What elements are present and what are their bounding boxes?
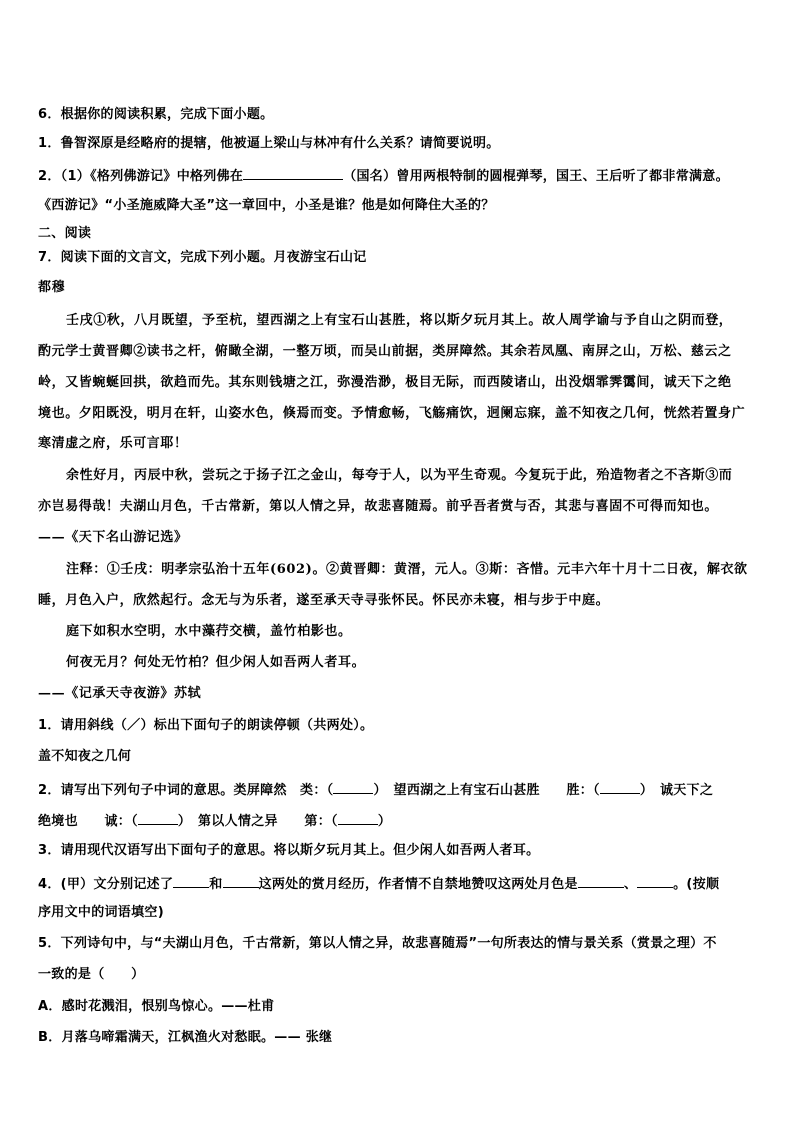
- passage-line: 余性好月，丙辰中秋，尝玩之于扬子江之金山，每夸于人，以为平生奇观。今复玩于此，殆造物者之不吝斯③而: [66, 468, 733, 483]
- passage-line: 庭下如积水空明，水中藻荇交横，盖竹柏影也。: [66, 624, 352, 639]
- question-1: 1．请用斜线（／）标出下面句子的朗读停顿（共两处）。: [38, 718, 374, 733]
- answer-blank: [223, 874, 259, 888]
- option-a: A．感时花溅泪，恨别鸟惊心。——杜甫: [38, 999, 275, 1014]
- question-5: 5．下列诗句中，与“夫湖山月色，千古常新，第以人情之异，故悲喜随焉”一句所表达的情与景关系（赏景之理）不: [38, 936, 717, 951]
- source-citation: ——《记承天寺夜游》苏轼: [38, 686, 202, 701]
- question-6-2: 2．（1）《格列佛游记》中格列佛在 （国名）曾用两根特制的圆棍弹琴，国王、王后听了都非常满意。: [38, 166, 729, 185]
- answer-blank: [333, 780, 373, 794]
- answer-blank: [338, 811, 378, 825]
- question-2: 2．请写出下列句子中词的意思。类屏障然 类：（ ） 望西湖之上有宝石山甚胜 胜：（ ） 诚天下之: [38, 780, 713, 799]
- question-2-continued: 绝境也 诚：（ ） 第以人情之异 第：（ ）: [38, 811, 391, 830]
- answer-blank: [243, 166, 343, 180]
- answer-blank: [138, 811, 178, 825]
- option-b: B．月落乌啼霜满天，江枫渔火对愁眠。—— 张继: [38, 1030, 333, 1045]
- passage-line: 酌元学士黄晋卿②读书之杆，俯瞰全湖，一整万顷，而吴山前据，类屏障然。其余若凤凰、南屏之山，万松、慈云之: [38, 344, 732, 359]
- answer-blank: [578, 874, 624, 888]
- answer-blank: [637, 874, 673, 888]
- annotation-line: 注释：①壬戌：明孝宗弘治十五年(602)。②黄晋卿：黄溍，元人。③斯：吝惜。元丰六年十月十二日夜，解衣欲: [66, 562, 748, 577]
- question-4: 4．(甲）文分别记述了 和 这两处的赏月经历，作者情不自禁地赞叹这两处月色是 、 。(按顺: [38, 874, 719, 893]
- source-citation: ——《天下名山游记选》: [38, 530, 188, 545]
- annotation-line: 睡，月色入户，欣然起行。念无与为乐者，遂至承天寺寻张怀民。怀民亦未寝，相与步于中庭。: [38, 593, 610, 608]
- passage-line: 寒清虚之府，乐可言耶！: [38, 436, 188, 451]
- question-6-heading: 6．根据你的阅读积累，完成下面小题。: [38, 107, 274, 122]
- author-name: 都穆: [38, 280, 66, 295]
- passage-line: 何夜无月？何处无竹柏？但少闲人如吾两人者耳。: [66, 655, 366, 670]
- question-3: 3．请用现代汉语写出下面句子的意思。将以斯夕玩月其上。但少闲人如吾两人者耳。: [38, 843, 540, 858]
- passage-line: 岭，又皆蜿蜒回拱，欲趋而先。其东则钱塘之江，弥漫浩渺，极目无际，而西陵诸山，出没烟霏霁霭间，诚天下之绝: [38, 375, 732, 390]
- passage-line: 亦岂易得哉！夫湖山月色，千古常新，第以人情之异，故悲喜随焉。前乎吾者赏与否，其悲与喜固不可得而知也。: [38, 499, 719, 514]
- passage-line: 境也。夕阳既没，明月在轩，山姿水色，倏焉而变。予情愈畅，飞觞痛饮，迥阑忘寐，盖不知夜之几何，恍然若置身广: [38, 406, 746, 421]
- answer-blank: [600, 780, 640, 794]
- question-4-continued: 序用文中的词语填空): [38, 905, 164, 920]
- section-heading-reading: 二、阅读: [38, 226, 92, 241]
- answer-blank: [173, 874, 209, 888]
- question-6-2-continued: 《西游记》“小圣施威降大圣”这一章回中，小圣是谁？他是如何降住大圣的？: [38, 198, 495, 213]
- passage-line: 壬戌①秋，八月既望，予至杭，望西湖之上有宝石山甚胜，将以斯夕玩月其上。故人周学谕与予自山之阴而登，: [66, 313, 733, 328]
- question-6-1: 1．鲁智深原是经略府的提辖，他被逼上梁山与林冲有什么关系？请简要说明。: [38, 136, 500, 151]
- question-5-continued: 一致的是（ ）: [38, 967, 145, 982]
- question-7-heading: 7．阅读下面的文言文，完成下列小题。月夜游宝石山记: [38, 250, 367, 265]
- question-1-sentence: 盖不知夜之几何: [38, 749, 132, 764]
